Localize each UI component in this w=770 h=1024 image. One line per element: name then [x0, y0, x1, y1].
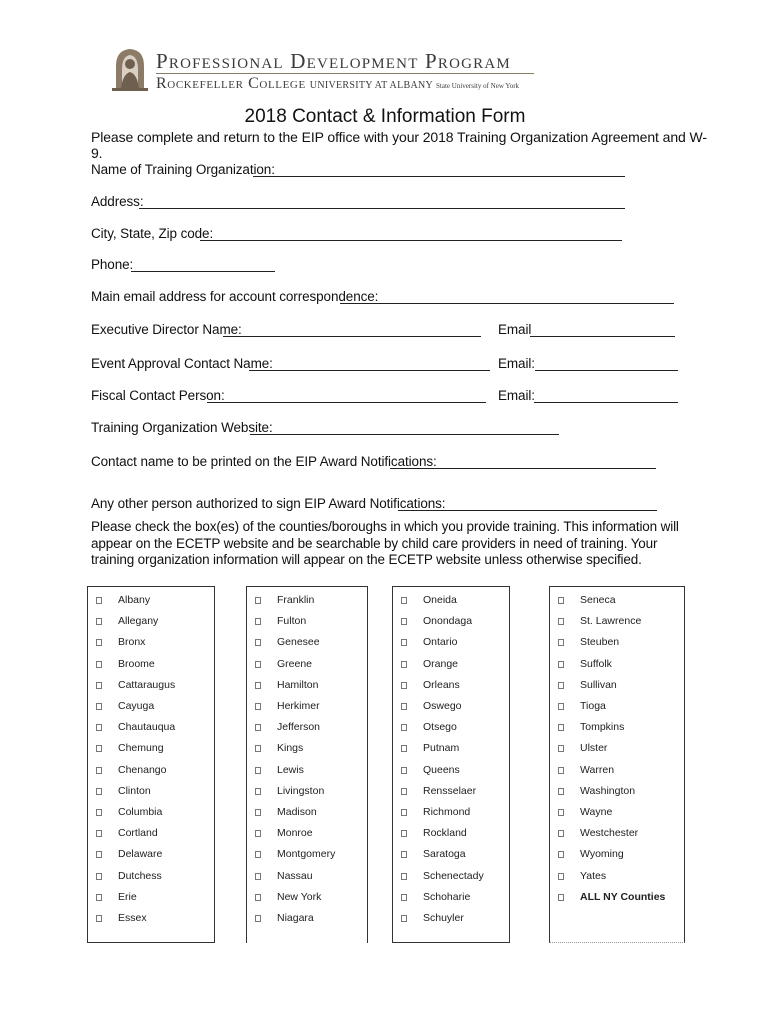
county-checkbox[interactable]	[96, 873, 102, 880]
county-checkbox[interactable]	[558, 639, 564, 646]
county-checkbox[interactable]	[401, 873, 407, 880]
county-checkbox[interactable]	[96, 703, 102, 710]
county-checkbox[interactable]	[558, 745, 564, 752]
county-checkbox[interactable]	[558, 830, 564, 837]
county-label: Columbia	[118, 806, 163, 818]
county-column-3	[392, 586, 510, 943]
county-label: Herkimer	[277, 700, 320, 712]
main-email-label: Main email address for account correspondence:	[91, 289, 379, 304]
county-label: Montgomery	[277, 848, 336, 861]
county-checkbox[interactable]	[96, 788, 102, 795]
org-name-line[interactable]	[253, 176, 625, 177]
county-checkbox[interactable]	[96, 851, 102, 858]
other-signer-label: Any other person authorized to sign EIP Award Notifications:	[91, 496, 446, 511]
county-label: Seneca	[580, 594, 616, 606]
county-checkbox[interactable]	[255, 767, 261, 774]
county-label: Schoharie	[423, 890, 471, 903]
county-label: Onondaga	[423, 615, 473, 628]
county-checkbox[interactable]	[558, 724, 564, 731]
county-checkbox[interactable]	[96, 767, 102, 774]
county-label: Franklin	[277, 594, 315, 606]
county-checkbox[interactable]	[255, 597, 261, 604]
county-label: Chemung	[118, 742, 164, 755]
county-checkbox[interactable]	[558, 661, 564, 668]
county-checkbox[interactable]	[401, 767, 407, 774]
county-checkbox[interactable]	[558, 682, 564, 689]
county-label: Ontario	[423, 636, 458, 649]
county-label: Broome	[118, 657, 155, 670]
county-label: Washington	[580, 784, 636, 797]
program-name: Professional Development Program	[156, 49, 511, 73]
county-label: Warren	[580, 763, 615, 776]
county-checkbox[interactable]	[401, 788, 407, 795]
county-checkbox[interactable]	[96, 639, 102, 646]
county-checkbox[interactable]	[401, 915, 407, 922]
exec-director-label: Executive Director Name:	[91, 322, 242, 337]
county-label: Genesee	[277, 636, 320, 649]
county-label: Schenectady	[423, 869, 484, 882]
county-label: Otsego	[423, 721, 457, 734]
county-label: Clinton	[118, 784, 151, 797]
county-checkbox[interactable]	[558, 703, 564, 710]
county-label: Albany	[118, 594, 151, 606]
county-label: Steuben	[580, 636, 620, 649]
county-label: Oneida	[423, 594, 457, 606]
county-checkbox[interactable]	[401, 830, 407, 837]
fiscal-email-line[interactable]	[534, 402, 678, 403]
county-checkbox[interactable]	[558, 851, 564, 858]
county-checkbox[interactable]	[255, 915, 261, 922]
county-checkbox[interactable]	[96, 894, 102, 901]
county-column-1	[87, 586, 215, 943]
county-label: Rockland	[423, 827, 467, 840]
county-checkbox[interactable]	[558, 809, 564, 816]
other-signer-line[interactable]	[398, 510, 657, 511]
county-label: Dutchess	[118, 869, 162, 882]
county-label: Suffolk	[580, 657, 612, 670]
exec-director-line[interactable]	[223, 336, 481, 337]
county-checkbox[interactable]	[255, 639, 261, 646]
county-checkbox[interactable]	[401, 661, 407, 668]
county-checkbox[interactable]	[255, 661, 261, 668]
county-label: Putnam	[423, 742, 460, 755]
county-label: Fulton	[277, 615, 307, 628]
county-checkbox[interactable]	[96, 597, 102, 604]
county-label: Chenango	[118, 763, 167, 776]
county-label: Livingston	[277, 784, 325, 797]
website-line[interactable]	[250, 434, 559, 435]
county-label: Orange	[423, 657, 459, 670]
county-label: Cattaraugus	[118, 678, 176, 691]
county-label: Cayuga	[118, 700, 155, 712]
county-checkbox[interactable]	[558, 873, 564, 880]
county-checkbox[interactable]	[96, 745, 102, 752]
county-label: Niagara	[277, 912, 314, 924]
county-checkbox[interactable]	[401, 703, 407, 710]
county-checkbox[interactable]	[96, 915, 102, 922]
county-label: Saratoga	[423, 848, 466, 861]
phone-line[interactable]	[131, 271, 275, 272]
address-line[interactable]	[139, 208, 625, 209]
header-divider	[156, 73, 534, 74]
college-name: Rockefeller College	[156, 75, 306, 92]
award-name-line[interactable]	[390, 468, 656, 469]
county-checkbox[interactable]	[255, 703, 261, 710]
county-column-4	[549, 586, 685, 943]
county-label: Allegany	[118, 615, 159, 628]
county-checkbox[interactable]	[255, 745, 261, 752]
event-email-line[interactable]	[535, 370, 678, 371]
county-label: Wyoming	[580, 848, 624, 861]
form-intro: Please complete and return to the EIP office with your 2018 Training Organization Agreement and W-9.	[91, 129, 707, 161]
county-label: Lewis	[277, 763, 304, 776]
county-checkbox[interactable]	[255, 894, 261, 901]
county-checkbox[interactable]	[96, 809, 102, 816]
county-checkbox[interactable]	[255, 830, 261, 837]
city-label: City, State, Zip code:	[91, 226, 214, 241]
counties-instructions: Please check the box(es) of the counties/boroughs in which you provide training. This information will appear on the ECETP website and be searchable by child care providers in need of training. Your training organization information will appear on the ECETP website unless otherwise specified.	[91, 519, 679, 567]
county-checkbox[interactable]	[401, 745, 407, 752]
org-name-label: Name of Training Organization:	[91, 162, 275, 177]
county-label: ALL NY Counties	[580, 890, 666, 903]
county-label: Orleans	[423, 678, 460, 691]
county-checkbox[interactable]	[558, 597, 564, 604]
county-label: Rensselaer	[423, 784, 477, 797]
county-checkbox[interactable]	[558, 894, 564, 901]
county-label: Hamilton	[277, 678, 319, 691]
county-checkbox[interactable]	[255, 851, 261, 858]
county-checkbox[interactable]	[96, 682, 102, 689]
college-line	[156, 75, 519, 93]
county-checkbox[interactable]	[255, 873, 261, 880]
county-checkbox[interactable]	[96, 830, 102, 837]
county-checkbox[interactable]	[255, 682, 261, 689]
county-label: Cortland	[118, 827, 158, 840]
county-label: Nassau	[277, 869, 313, 882]
county-checkbox[interactable]	[255, 809, 261, 816]
website-label: Training Organization Website:	[91, 420, 273, 435]
county-checkbox[interactable]	[96, 724, 102, 731]
form-title: 2018 Contact & Information Form	[244, 106, 526, 127]
county-label: Schuyler	[423, 912, 464, 924]
award-name-label: Contact name to be printed on the EIP Award Notifications:	[91, 454, 437, 469]
university-system: State University of New York	[436, 82, 520, 90]
county-label: Greene	[277, 657, 313, 670]
university-name: UNIVERSITY AT ALBANY	[309, 80, 434, 91]
county-label: Chautauqua	[118, 721, 176, 734]
county-label: Queens	[423, 763, 460, 776]
county-label: New York	[277, 890, 322, 903]
county-label: Madison	[277, 806, 317, 818]
county-label: Tompkins	[580, 721, 625, 734]
county-label: Essex	[118, 912, 147, 924]
county-checkbox[interactable]	[255, 724, 261, 731]
county-checkbox[interactable]	[401, 639, 407, 646]
county-label: Sullivan	[580, 678, 617, 691]
event-contact-label: Event Approval Contact Name:	[91, 356, 273, 371]
county-label: Richmond	[423, 806, 471, 818]
county-label: Kings	[277, 742, 304, 755]
county-checkbox[interactable]	[558, 767, 564, 774]
county-label: Bronx	[118, 636, 146, 649]
fiscal-contact-line[interactable]	[207, 402, 486, 403]
county-label: Monroe	[277, 827, 313, 840]
county-label: Delaware	[118, 848, 163, 861]
county-checkbox[interactable]	[255, 618, 261, 625]
county-checkbox[interactable]	[401, 724, 407, 731]
county-label: Jefferson	[277, 721, 320, 734]
county-label: Tioga	[580, 700, 606, 712]
county-checkbox[interactable]	[401, 618, 407, 625]
phone-label: Phone:	[91, 257, 134, 272]
county-checkbox[interactable]	[401, 809, 407, 816]
county-label: Westchester	[580, 827, 639, 840]
county-checkbox[interactable]	[96, 661, 102, 668]
county-checkbox[interactable]	[401, 682, 407, 689]
event-email-label: Email:	[498, 356, 535, 371]
county-checkbox[interactable]	[558, 788, 564, 795]
county-checkbox[interactable]	[401, 894, 407, 901]
county-label: Yates	[580, 869, 607, 882]
county-label: Ulster	[580, 742, 608, 755]
county-checkbox[interactable]	[558, 618, 564, 625]
county-checkbox[interactable]	[255, 788, 261, 795]
exec-email-label: Email	[498, 322, 532, 337]
county-checkbox[interactable]	[96, 618, 102, 625]
address-label: Address:	[91, 194, 144, 209]
fiscal-contact-label: Fiscal Contact Person:	[91, 388, 225, 403]
county-label: Wayne	[580, 806, 613, 818]
exec-email-line[interactable]	[530, 336, 675, 337]
county-label: Oswego	[423, 700, 462, 712]
county-label: St. Lawrence	[580, 615, 642, 628]
fiscal-email-label: Email:	[498, 388, 535, 403]
city-line[interactable]	[200, 240, 622, 241]
county-checkbox[interactable]	[401, 597, 407, 604]
college-logo-icon	[108, 44, 152, 92]
main-email-line[interactable]	[340, 303, 674, 304]
county-column-2	[246, 586, 368, 943]
county-checkbox[interactable]	[401, 851, 407, 858]
county-label: Erie	[118, 890, 137, 903]
event-contact-line[interactable]	[249, 370, 490, 371]
